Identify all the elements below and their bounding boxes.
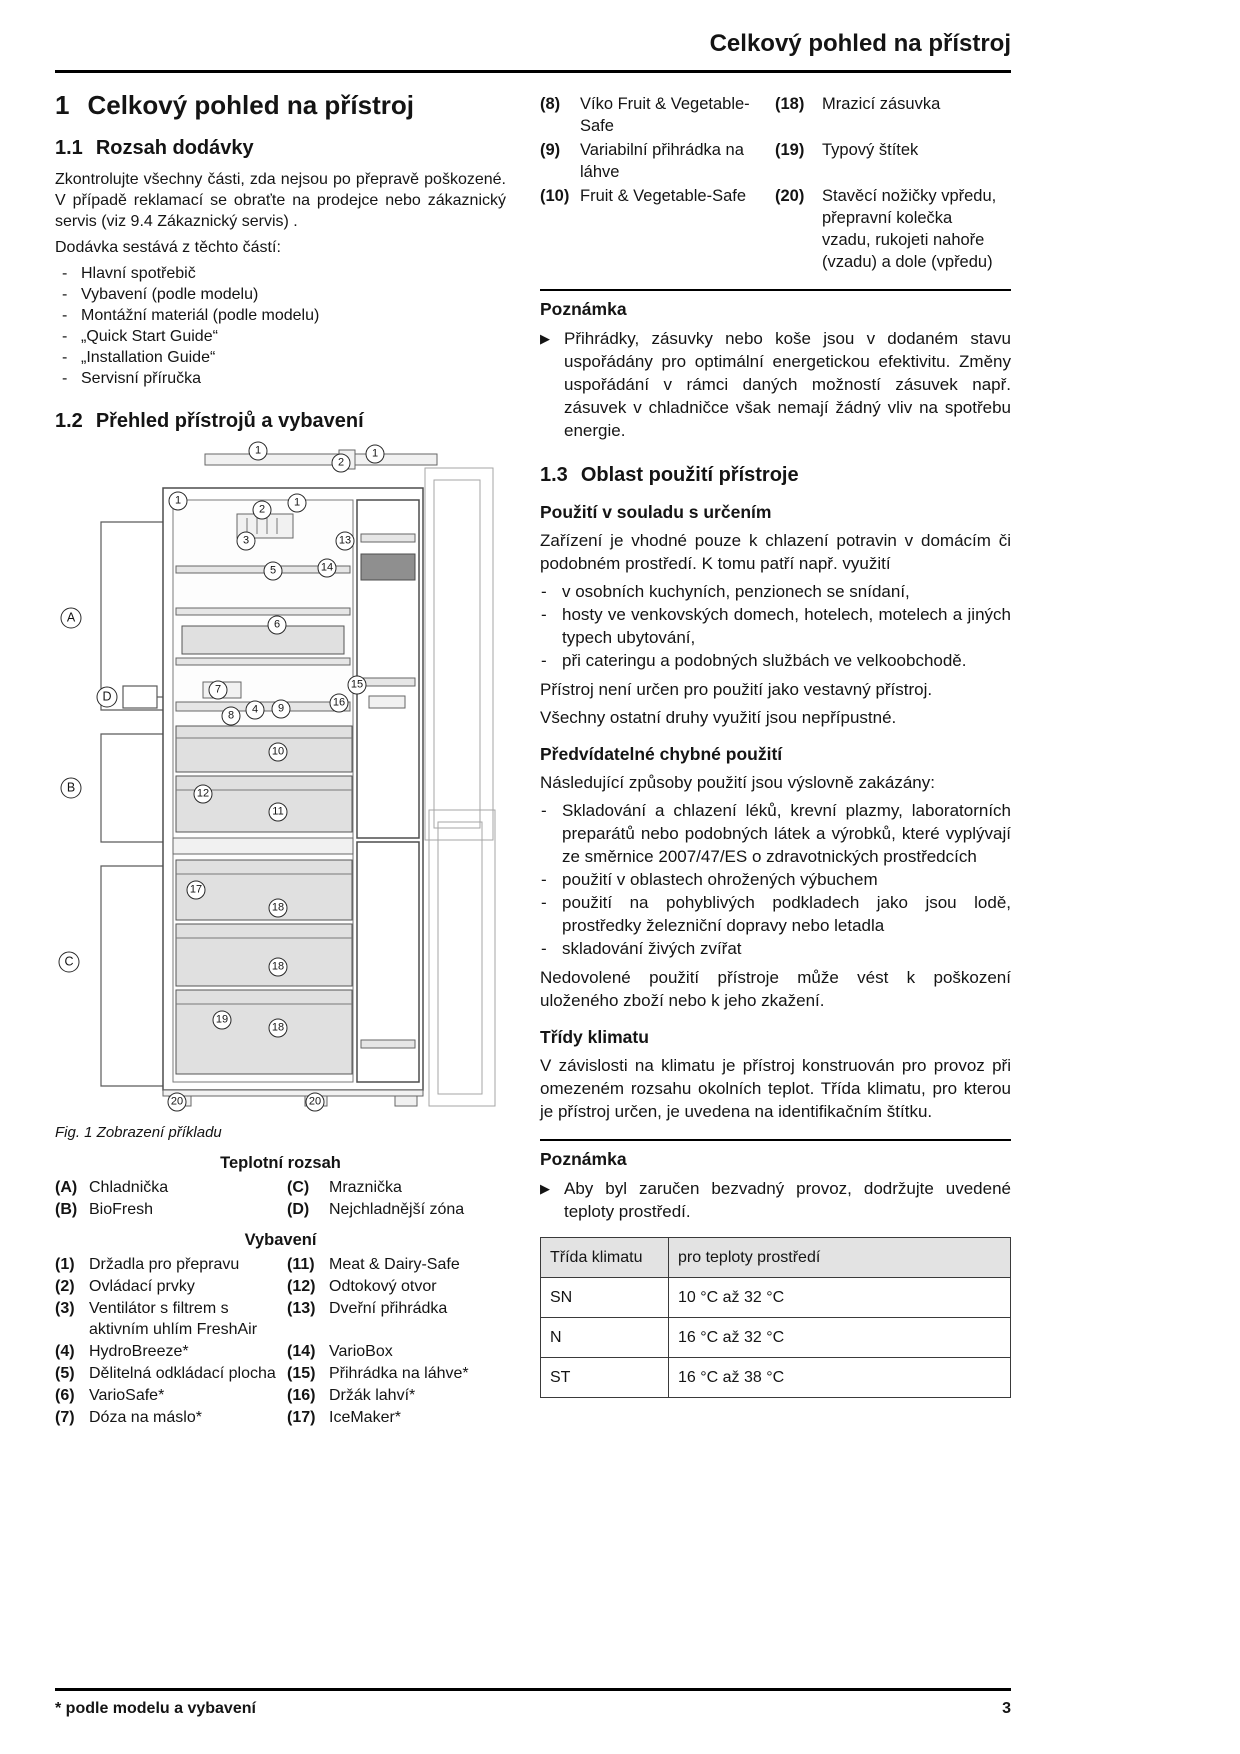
legend-label: Přihrádka na láhve* <box>329 1365 469 1382</box>
list-item <box>540 937 1011 960</box>
diagram-callout: 17 <box>187 881 206 900</box>
diagram-letter: D <box>97 687 118 708</box>
list-item-text: hosty ve venkovských domech, hotelech, motelech a jiných typech ubytování, <box>562 605 1011 647</box>
legend-key: (7) <box>55 1409 75 1426</box>
list-item-text: skladování živých zvířat <box>562 939 742 958</box>
equipment-heading: Vybavení <box>244 1231 317 1249</box>
legend-label: Dóza na máslo* <box>89 1409 202 1426</box>
legend-label: Meat & Dairy-Safe <box>329 1256 460 1273</box>
legend-label: Dveřní přihrádka <box>329 1300 448 1317</box>
legend-label: Víko Fruit & Vegetable-Safe <box>580 95 750 135</box>
diagram-callout: 2 <box>253 501 272 520</box>
legend-label: Držadla pro přepravu <box>89 1256 240 1273</box>
section-number: 1.2 <box>55 410 83 432</box>
list-item <box>55 368 506 389</box>
chapter-title: Celkový pohled na přístroj <box>87 90 414 120</box>
diagram-callout: 1 <box>366 445 385 464</box>
legend-key: (12) <box>287 1278 316 1295</box>
diagram-callout: 19 <box>213 1011 232 1030</box>
legend-key: (1) <box>55 1256 75 1273</box>
section-number: 1.1 <box>55 137 83 159</box>
list-item <box>540 891 1011 937</box>
delivery-intro-paragraph: Dodávka sestává z těchto částí: <box>55 239 281 256</box>
diagram-callout: 2 <box>332 454 351 473</box>
legend-label: VarioSafe* <box>89 1387 165 1404</box>
arrow-marker-icon: ▶ <box>540 331 550 346</box>
delivery-check-paragraph: Zkontrolujte všechny části, zda nejsou po přepravě poškozené. V případě reklamací se obraťte na prodejce nebo zákaznický servis (viz 9.4 Zákaznický servis) . <box>55 171 506 230</box>
climate-temp-cell: 16 °C až 38 °C <box>669 1358 1011 1398</box>
page-number: 3 <box>1002 1700 1011 1717</box>
legend-label: Mrazicí zásuvka <box>822 95 941 113</box>
dash-marker: - <box>62 286 68 303</box>
page-footer <box>55 1688 1011 1718</box>
list-item-text: Montážní materiál (podle modelu) <box>81 307 320 324</box>
arrow-marker-icon: ▶ <box>540 1181 550 1196</box>
note-text: Přihrádky, zásuvky nebo koše jsou v dodaném stavu uspořádány pro optimální energetickou efektivitu. Změny uspořádání v rámci daných možností zásuvek např. zásuvek v chladničce však nemají žádný vliv na spotřebu energie. <box>564 329 1011 440</box>
figure-caption: Fig. 1 Zobrazení příkladu <box>55 1124 222 1141</box>
diagram-letter: C <box>59 952 80 973</box>
diagram-callout: 7 <box>209 681 228 700</box>
diagram-callout: 16 <box>330 694 349 713</box>
climate-class-cell: ST <box>541 1358 669 1398</box>
note-block-arrangement <box>540 289 1011 442</box>
diagram-callout: 15 <box>348 676 367 695</box>
climate-table-header-row <box>541 1238 1011 1278</box>
appliance-figure <box>55 442 500 1112</box>
legend-row <box>55 1407 506 1428</box>
diagram-callout: 3 <box>237 532 256 551</box>
section-heading-1-3 <box>540 464 1011 487</box>
running-header-title: Celkový pohled na přístroj <box>709 30 1011 57</box>
note-rule <box>540 289 1011 291</box>
other-uses-paragraph: Všechny ostatní druhy využití jsou nepřípustné. <box>540 708 897 727</box>
legend-label: Odtokový otvor <box>329 1278 437 1295</box>
list-item <box>540 603 1011 649</box>
diagram-callout: 1 <box>288 494 307 513</box>
legend-row <box>540 139 1011 183</box>
diagram-letter: B <box>61 778 82 799</box>
temperature-range-heading: Teplotní rozsah <box>220 1154 341 1172</box>
legend-label: HydroBreeze* <box>89 1343 189 1360</box>
diagram-callout: 5 <box>264 562 283 581</box>
legend-key: (14) <box>287 1343 316 1360</box>
list-item <box>55 326 506 347</box>
list-item-text: použití v oblastech ohrožených výbuchem <box>562 870 878 889</box>
diagram-callout: 20 <box>306 1093 325 1112</box>
climate-table-header: pro teploty prostředí <box>669 1238 1011 1278</box>
dash-marker: - <box>62 307 68 324</box>
legend-key: (5) <box>55 1365 75 1382</box>
legend-key: (11) <box>287 1256 315 1273</box>
diagram-callout: 1 <box>249 442 268 461</box>
diagram-callout: 14 <box>318 559 337 578</box>
left-column <box>55 87 506 1429</box>
page-header <box>55 0 1011 73</box>
subheading-climate-classes: Třídy klimatu <box>540 1027 649 1047</box>
legend-key: (D) <box>287 1201 310 1218</box>
legend-label: Nejchladnější zóna <box>329 1201 465 1218</box>
not-builtin-paragraph: Přístroj není určen pro použití jako vestavný přístroj. <box>540 680 933 699</box>
dash-marker: - <box>541 870 547 889</box>
list-item <box>55 263 506 284</box>
diagram-callout: 8 <box>222 707 241 726</box>
list-item-text: Skladování a chlazení léků, krevní plazmy, laboratorních preparátů nebo podobných látek a výrobků, které vyplývají ze směrnice 2007/47/ES o zdravotnických prostředcích <box>562 801 1011 866</box>
damage-paragraph: Nedovolené použití přístroje může vést k poškození uloženého zboží nebo k jeho zkažení. <box>540 968 1011 1010</box>
section-heading-1-2 <box>55 411 506 432</box>
legend-row <box>55 1199 506 1220</box>
climate-paragraph: V závislosti na klimatu je přístroj konstruován pro provoz při omezeném rozsahu okolních teplot. Třída klimatu, pro kterou je přístroj určen, je uvedena na identifikačním štítku. <box>540 1056 1011 1121</box>
legend-key: (4) <box>55 1343 75 1360</box>
legend-key: (8) <box>540 95 561 113</box>
list-item-text: Servisní příručka <box>81 370 202 387</box>
footer-note: * podle modelu a vybavení <box>55 1700 256 1717</box>
equipment-legend-continued <box>540 93 1011 273</box>
climate-class-cell: SN <box>541 1278 669 1318</box>
legend-row <box>55 1341 506 1362</box>
section-title: Přehled přístrojů a vybavení <box>95 410 364 432</box>
dash-marker: - <box>541 582 547 601</box>
legend-label: VarioBox <box>329 1343 393 1360</box>
dash-marker: - <box>541 801 547 820</box>
two-column-layout <box>55 87 1011 1429</box>
diagram-callout: 18 <box>269 899 288 918</box>
diagram-callout: 13 <box>336 532 355 551</box>
climate-class-table <box>540 1237 1011 1398</box>
legend-key: (A) <box>55 1179 78 1196</box>
legend-label: Chladnička <box>89 1179 169 1196</box>
climate-table-row <box>541 1358 1011 1398</box>
legend-key: (18) <box>775 95 805 113</box>
dash-marker: - <box>62 265 68 282</box>
diagram-callout: 4 <box>246 701 265 720</box>
legend-key: (17) <box>287 1409 316 1426</box>
diagram-callout: 10 <box>269 743 288 762</box>
note-block-climate <box>540 1139 1011 1223</box>
temperature-range-legend <box>55 1177 506 1220</box>
list-item <box>55 347 506 368</box>
legend-key: (20) <box>775 187 805 205</box>
legend-row <box>55 1254 506 1275</box>
note-title: Poznámka <box>540 299 627 319</box>
note-item <box>540 327 1011 442</box>
section-title: Oblast použití přístroje <box>580 464 799 486</box>
legend-label: Mraznička <box>329 1179 402 1196</box>
note-text: Aby byl zaručen bezvadný provoz, dodržujte uvedené teploty prostředí. <box>564 1179 1011 1221</box>
section-number: 1.3 <box>540 464 568 486</box>
list-item <box>55 284 506 305</box>
list-item <box>540 649 1011 672</box>
diagram-callout: 18 <box>269 958 288 977</box>
legend-key: (6) <box>55 1387 75 1404</box>
legend-row <box>55 1177 506 1198</box>
subheading-misuse: Předvídatelné chybné použití <box>540 744 783 764</box>
climate-table-row <box>541 1318 1011 1358</box>
legend-row <box>55 1276 506 1297</box>
note-rule <box>540 1139 1011 1141</box>
list-item-text: při cateringu a podobných službách ve velkoobchodě. <box>562 651 967 670</box>
dash-marker: - <box>541 893 547 912</box>
dash-marker: - <box>62 370 68 387</box>
chapter-number: 1 <box>55 90 70 120</box>
legend-label: Typový štítek <box>822 141 919 159</box>
list-item-text: použití na pohyblivých podkladech jako jsou lodě, prostředky železniční dopravy nebo letadla <box>562 893 1011 935</box>
note-title: Poznámka <box>540 1149 627 1169</box>
legend-label: Stavěcí nožičky vpředu, přepravní kolečka vzadu, rukojeti nahoře (vzadu) a dole (vpředu) <box>822 187 997 271</box>
list-item-text: „Installation Guide“ <box>81 349 216 366</box>
legend-label: Držák lahví* <box>329 1387 416 1404</box>
legend-key: (B) <box>55 1201 78 1218</box>
section-heading-1-1 <box>55 138 506 159</box>
diagram-callout: 1 <box>169 492 188 511</box>
equipment-legend <box>55 1254 506 1428</box>
diagram-callout: 12 <box>194 785 213 804</box>
diagram-callout: 9 <box>272 700 291 719</box>
diagram-letter: A <box>61 608 82 629</box>
legend-key: (9) <box>540 141 561 159</box>
dash-marker: - <box>541 651 547 670</box>
legend-key: (2) <box>55 1278 75 1295</box>
legend-key: (3) <box>55 1300 75 1317</box>
legend-key: (C) <box>287 1179 310 1196</box>
dash-marker: - <box>541 939 547 958</box>
chapter-heading <box>55 90 506 120</box>
climate-table-row <box>541 1278 1011 1318</box>
list-item <box>55 305 506 326</box>
legend-row <box>55 1363 506 1384</box>
dash-marker: - <box>62 349 68 366</box>
list-item-text: Hlavní spotřebič <box>81 265 196 282</box>
climate-temp-cell: 16 °C až 32 °C <box>669 1318 1011 1358</box>
legend-key: (15) <box>287 1365 316 1382</box>
legend-label: Ovládací prvky <box>89 1278 195 1295</box>
legend-row <box>540 93 1011 137</box>
diagram-callout: 6 <box>268 616 287 635</box>
section-title: Rozsah dodávky <box>95 137 254 159</box>
legend-label: Fruit & Vegetable-Safe <box>580 187 747 205</box>
legend-key: (19) <box>775 141 805 159</box>
legend-key: (16) <box>287 1387 316 1404</box>
intended-use-paragraph: Zařízení je vhodné pouze k chlazení potravin v domácím či podobném prostředí. K tomu patří např. využití <box>540 531 1011 573</box>
subheading-intended-use: Použití v souladu s určením <box>540 502 772 522</box>
note-item <box>540 1177 1011 1223</box>
diagram-callout: 18 <box>269 1019 288 1038</box>
list-item <box>540 799 1011 868</box>
climate-temp-cell: 10 °C až 32 °C <box>669 1278 1011 1318</box>
dash-marker: - <box>62 328 68 345</box>
legend-label: Variabilní přihrádka na láhve <box>580 141 744 181</box>
diagram-callout: 11 <box>269 803 288 822</box>
dash-marker: - <box>541 605 547 624</box>
fridge-diagram <box>55 442 500 1112</box>
list-item <box>540 868 1011 891</box>
legend-key: (10) <box>540 187 570 205</box>
legend-key: (13) <box>287 1300 316 1317</box>
legend-row <box>540 185 1011 273</box>
climate-table-header: Třída klimatu <box>541 1238 669 1278</box>
list-item-text: Vybavení (podle modelu) <box>81 286 259 303</box>
legend-row <box>55 1385 506 1406</box>
legend-label: IceMaker* <box>329 1409 402 1426</box>
legend-row <box>55 1298 506 1340</box>
legend-label: Ventilátor s filtrem s aktivním uhlím FreshAir <box>89 1300 258 1338</box>
intended-use-list <box>540 580 1011 672</box>
list-item-text: „Quick Start Guide“ <box>81 328 218 345</box>
legend-label: BioFresh <box>89 1201 154 1218</box>
delivery-items-list <box>55 263 506 389</box>
misuse-list <box>540 799 1011 960</box>
right-column <box>540 87 1011 1429</box>
climate-class-cell: N <box>541 1318 669 1358</box>
diagram-callout: 20 <box>168 1093 187 1112</box>
misuse-intro-paragraph: Následující způsoby použití jsou výslovně zakázány: <box>540 773 935 792</box>
list-item <box>540 580 1011 603</box>
legend-label: Dělitelná odkládací plocha <box>89 1365 276 1382</box>
list-item-text: v osobních kuchyních, penzionech se snídaní, <box>562 582 910 601</box>
